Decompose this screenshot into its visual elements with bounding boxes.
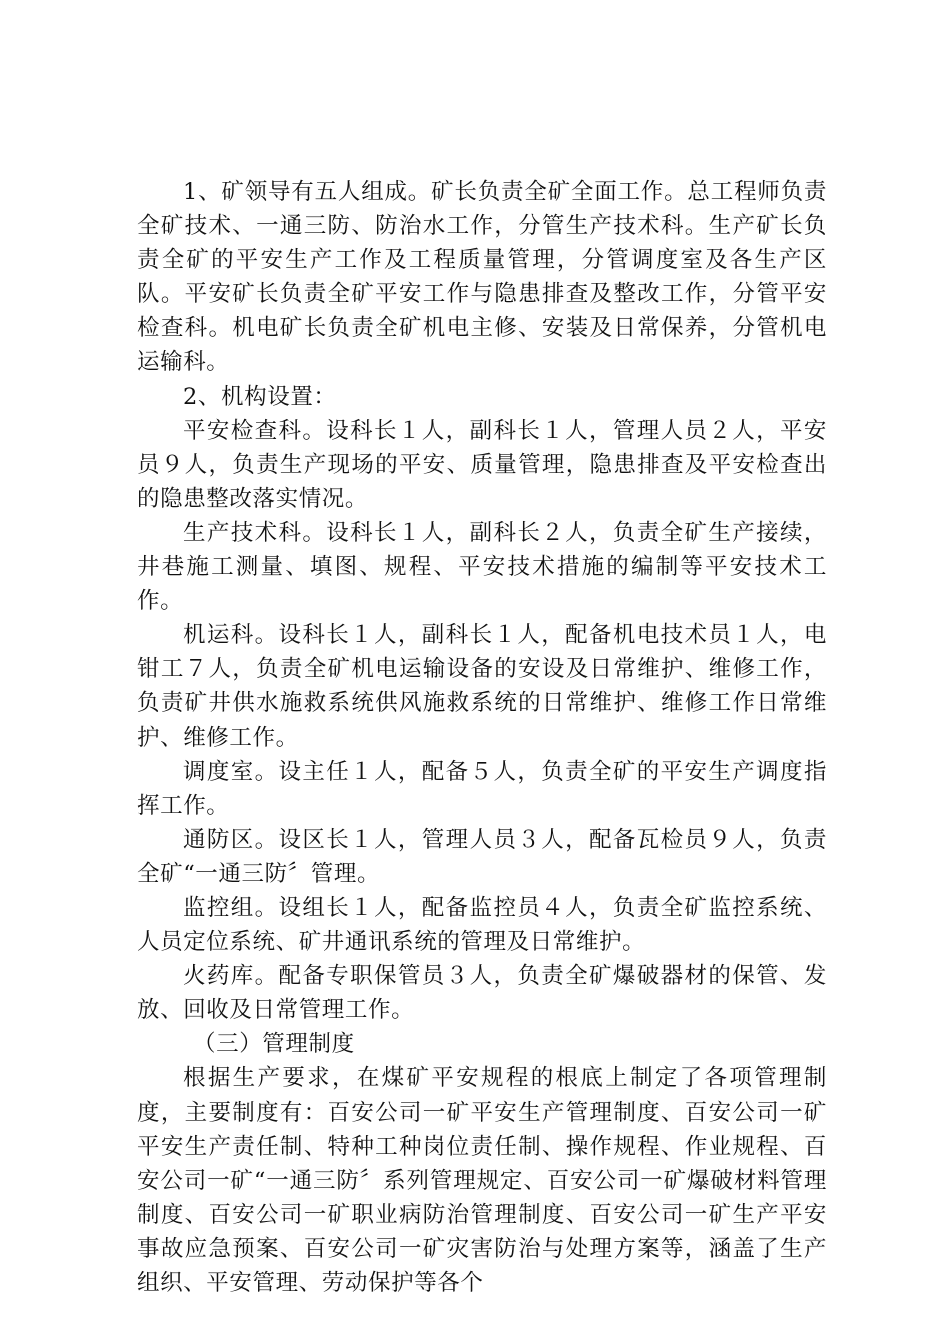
paragraph-leadership: 1、矿领导有五人组成。矿长负责全矿全面工作。总工程师负责全矿技术、一通三防、防治水工作，分管生产技术科。生产矿长负责全矿的平安生产工作及工程质量管理，分管调度室及各生产区队。平安矿长负责全矿平安工作与隐患排查及整改工作，分管平安检查科。机电矿长负责全矿机电主修、安装及日常保养，分管机电运输科。 [137, 179, 827, 376]
document-body [137, 175, 827, 1300]
paragraph-ventilation: 通防区。设区长１人，管理人员３人，配备瓦检员９人，负责全矿“一通三防〞管理。 [137, 826, 827, 887]
paragraph-mechanical-transport: 机运科。设科长１人，副科长１人，配备机电技术员１人，电钳工７人，负责全矿机电运输设备的安设及日常维护、维修工作，负责矿井供水施救系统供风施救系统的日常维护、维修工作日常维护、维修工作。 [137, 622, 827, 751]
paragraph-safety-inspection: 平安检查科。设科长１人，副科长１人，管理人员２人，平安员９人，负责生产现场的平安、质量管理，隐患排查及平安检查出的隐患整改落实情况。 [137, 417, 827, 512]
paragraph-org-setup-heading: 2、机构设置： [183, 383, 337, 410]
section-heading-management: （三）管理制度 [193, 1031, 355, 1058]
paragraph-explosives: 火药库。配备专职保管员３人，负责全矿爆破器材的保管、发放、回收及日常管理工作。 [137, 963, 827, 1024]
paragraph-production-tech: 生产技术科。设科长１人，副科长２人，负责全矿生产接续，井巷施工测量、填图、规程、平安技术措施的编制等平安技术工作。 [137, 519, 827, 615]
paragraph-dispatch-room: 调度室。设主任１人，配备５人，负责全矿的平安生产调度指挥工作。 [137, 758, 827, 819]
paragraph-monitoring: 监控组。设组长１人，配备监控员４人，负责全矿监控系统、人员定位系统、矿井通讯系统的管理及日常维护。 [137, 894, 827, 956]
paragraph-management-rules: 根据生产要求，在煤矿平安规程的根底上制定了各项管理制度，主要制度有：百安公司一矿平安生产管理制度、百安公司一矿平安生产责任制、特种工种岗位责任制、操作规程、作业规程、百安公司一矿“一通三防〞系列管理规定、百安公司一矿爆破材料管理制度、百安公司一矿职业病防治管理制度、百安公司一矿生产平安事故应急预案、百安公司一矿灾害防治与处理方案等，涵盖了生产组织、平安管理、劳动保护等各个 [137, 1065, 827, 1296]
